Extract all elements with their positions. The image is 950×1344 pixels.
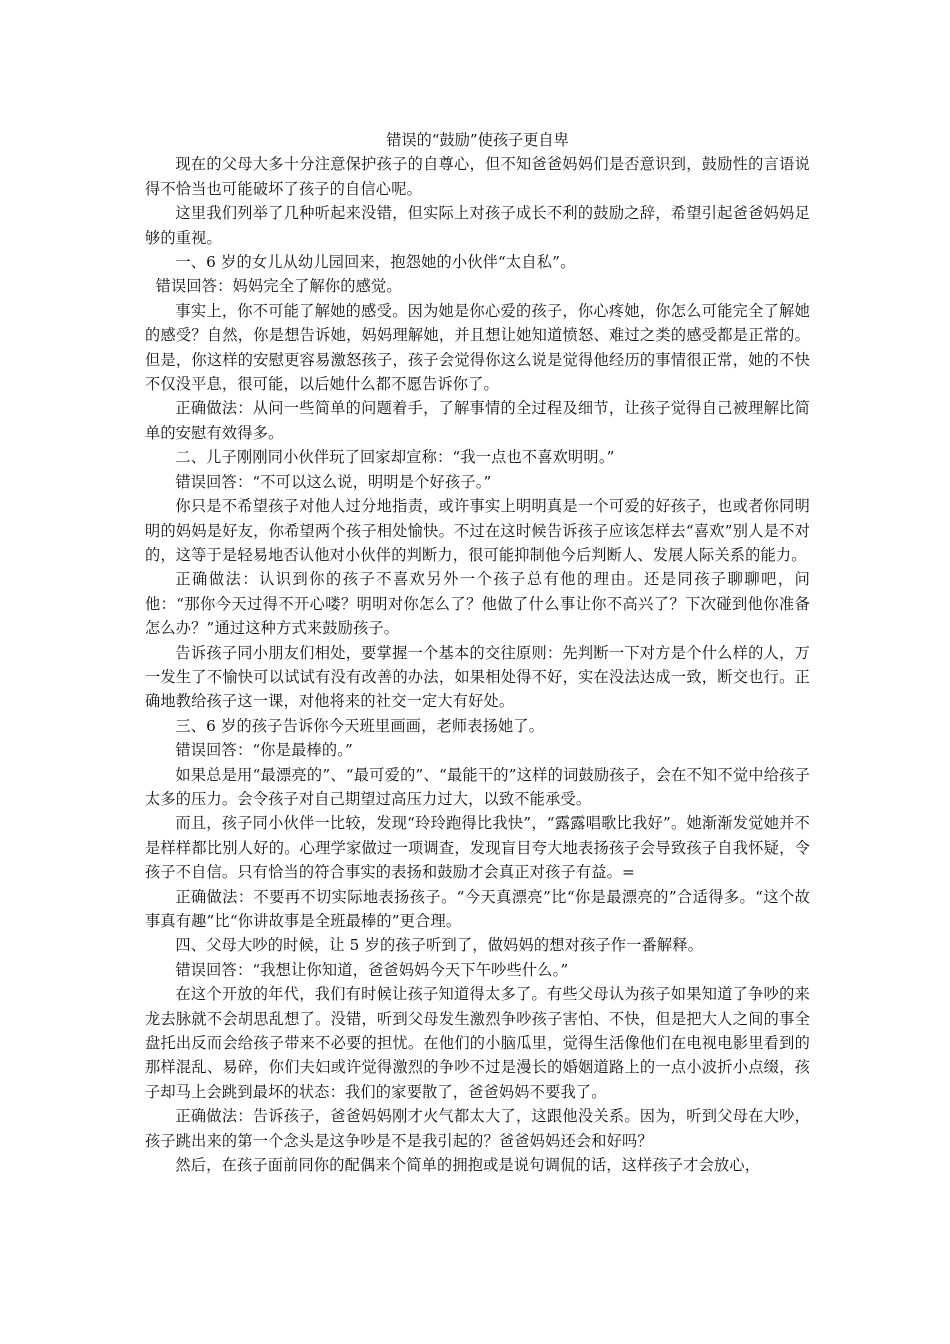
- paragraph-intro-2: 这里我们列举了几种听起来没错，但实际上对孩子成长不利的鼓励之辞，希望引起爸爸妈妈足够的重视。: [145, 204, 810, 247]
- section-4-correct-approach: 正确做法：告诉孩子，爸爸妈妈刚才火气都太大了，这跟他没关系。因为，听到父母在大吵，孩子跳出来的第一个念头是这争吵是不是我引起的？爸爸妈妈还会和好吗？: [145, 1107, 810, 1150]
- section-1-explanation: 事实上，你不可能了解她的感受。因为她是你心爱的孩子，你心疼她，你怎么可能完全了解她的感受？自然，你是想告诉她，妈妈理解她，并且想让她知道愤怒、难过之类的感受都是正常的。但是，你这样的安慰更容易激怒孩子，孩子会觉得你这么说是觉得他经历的事情很正常，她的不快不仅没平息，很可能，以后她什么都不愿告诉你了。: [145, 301, 810, 394]
- section-4-wrong-answer: 错误回答：“我想让你知道，爸爸妈妈今天下午吵些什么。”: [175, 960, 569, 979]
- section-3-explanation-2: 而且，孩子同小伙伴一比较，发现“玲玲跑得比我快”，“露露唱歌比我好”。她渐渐发觉她并不是样样都比别人好的。心理学家做过一项调查，发现盲目夸大地表扬孩子会导致孩子自我怀疑，令孩子不自信。只有恰当的符合事实的表扬和鼓励才会真正对孩子有益。=: [145, 814, 810, 882]
- paragraph-intro-1: 现在的父母大多十分注意保护孩子的自尊心，但不知爸爸妈妈们是否意识到，鼓励性的言语说得不恰当也可能破坏了孩子的自信心呢。: [145, 155, 810, 198]
- section-3-wrong-answer: 错误回答：“你是最棒的。”: [175, 741, 353, 760]
- section-1-wrong-answer: 错误回答：妈妈完全了解你的感觉。: [155, 277, 402, 296]
- section-4-heading: 四、父母大吵的时候，让 5 岁的孩子听到了，做妈妈的想对孩子作一番解释。: [175, 936, 704, 955]
- section-4-followup: 然后，在孩子面前同你的配偶来个简单的拥抱或是说句调侃的话，这样孩子才会放心，: [175, 1156, 761, 1175]
- section-2-heading: 二、儿子刚刚同小伙伴玩了回家却宣称：“我一点也不喜欢明明。”: [175, 448, 615, 467]
- section-2-explanation: 你只是不希望孩子对他人过分地指责，或许事实上明明真是一个可爱的好孩子，也或者你同明明的妈妈是好友，你希望两个孩子相处愉快。不过在这时候告诉孩子应该怎样去“喜欢”别人是不对的，这等于是轻易地否认他对小伙伴的判断力，很可能抑制他今后判断人、发展人际关系的能力。: [145, 497, 810, 564]
- section-2-correct-approach: 正确做法：认识到你的孩子不喜欢另外一个孩子总有他的理由。还是同孩子聊聊吧，问他：“那你今天过得不开心喽？明明对你怎么了？他做了什么事让你不高兴了？下次碰到他你准备怎么办？”通过这种方式来鼓励孩子。: [145, 570, 810, 638]
- section-4-explanation: 在这个开放的年代，我们有时候让孩子知道得太多了。有些父母认为孩子如果知道了争吵的来龙去脉就不会胡思乱想了。没错，听到父母发生激烈争吵孩子害怕、不快，但是把大人之间的事全盘托出反而会给孩子带来不必要的担忧。在他们的小脑瓜里，觉得生活像他们在电视电影里看到的那样混乱、易碎，你们夫妇或许觉得激烈的争吵不过是漫长的婚姻道路上的一点小波折小点缀，孩子却马上会跳到最坏的状态：我们的家要散了，爸爸妈妈不要我了。: [145, 985, 810, 1101]
- document-title: 错误的“鼓励”使孩子更自卑: [386, 131, 569, 149]
- section-2-advice: 告诉孩子同小朋友们相处，要掌握一个基本的交往原则：先判断一下对方是个什么样的人，万一发生了不愉快可以试试有没有改善的办法，如果相处得不好，实在没法达成一致，断交也行。正确地教给孩子这一课，对他将来的社交一定大有好处。: [145, 643, 810, 711]
- section-3-heading: 三、6 岁的孩子告诉你今天班里画画，老师表扬她了。: [175, 716, 545, 735]
- document-body: [145, 128, 810, 1177]
- section-1-correct-approach: 正确做法：从问一些简单的问题着手，了解事情的全过程及细节，让孩子觉得自己被理解比简单的安慰有效得多。: [145, 399, 810, 442]
- section-1-heading: 一、6 岁的女儿从幼儿园回来，抱怨她的小伙伴“太自私”。: [175, 253, 576, 272]
- section-2-wrong-answer: 错误回答：“不可以这么说，明明是个好孩子。”: [175, 472, 492, 491]
- section-3-explanation-1: 如果总是用“最漂亮的”、“最可爱的”、“最能干的”这样的词鼓励孩子，会在不知不觉中给孩子太多的压力。会令孩子对自己期望过高压力过大，以致不能承受。: [145, 765, 810, 808]
- section-3-correct-approach: 正确做法：不要再不切实际地表扬孩子。“今天真漂亮”比“你是最漂亮的”合适得多。“这个故事真有趣”比“你讲故事是全班最棒的”更合理。: [145, 887, 810, 930]
